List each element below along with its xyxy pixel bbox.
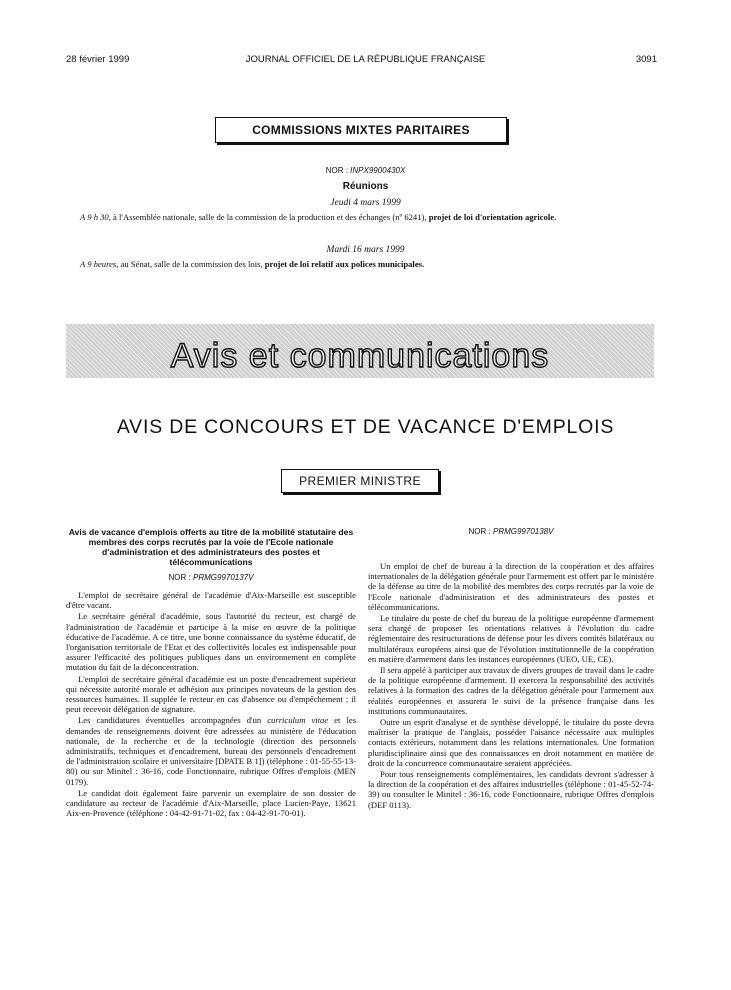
right-paragraph-5: Pour tous renseignements complémentaires, les candidats devront s'adresser à la direction de la coopération et des affaires industrielles (téléphone : 01-45-52-74-39) ou consulter le Minitel : 36-16, code Fonctionnaire, rubrique Offres d'emplois (DEF 0113). [368,769,654,810]
banner-title: Avis et communications [170,336,550,375]
left-paragraph-5: Le candidat doit également faire parvenir un exemplaire de son dossier de candidature au recteur de l'académie d'Aix-Marseille, place Lucien-Paye, 13621 Aix-en-Provence (téléphone : 04-42-91-71-02, fax : 04-42-91-70-01). [66,787,356,819]
right-paragraph-2: Le titulaire du poste de chef du bureau de la politique européenne d'armement sera chargé de proposer les orientations relatives à l'évolution du cadre réglementaire des restructurations de défense pour les divers comités bilatéraux ou multilatéraux européens ainsi que de l'évolution institutionnelle de la coopération en matière d'armement dans les instances européennes (UEO, UE, CE). [368,613,654,664]
left-notice-title: Avis de vacance d'emplois offerts au titre de la mobilité statutaire des membres des corps recrutés par la voie de l'Ecole nationale d'administration et des administrateurs des postes et télécommunications [68,527,354,567]
left-paragraph-4 [66,715,356,786]
meeting2-text [66,259,654,269]
meeting1-body: à l'Assemblée nationale, salle de la commission de la production et des échanges (nº 6241), [110,212,429,222]
left-paragraph-3: L'emploi de secrétaire général d'académie est un poste d'encadrement supérieur qui nécessite autorité morale et adhésion aux principes novateurs de la gestion des ressources humaines. Il supplée le recteur en cas d'absence ou d'empêchement ; il peut recevoir délégation de signature. [66,673,356,715]
left-paragraph-1: L'emploi de secrétaire général de l'académie d'Aix-Marseille est susceptible d'être vacant. [66,590,356,611]
meeting1-text [66,212,654,222]
nor-label: NOR : [468,527,491,536]
nor-label: NOR : [325,166,348,175]
header-date: 28 février 1999 [66,54,130,65]
reunions-subtitle: Réunions [342,181,389,192]
header-journal-title: JOURNAL OFFICIEL DE LA RÉPUBLIQUE FRANÇAISE [245,54,486,65]
meeting1-date: Jeudi 4 mars 1999 [330,198,401,208]
meeting2-body: au Sénat, salle de la commission des lois, [118,259,265,269]
header-page-number: 3091 [635,54,657,65]
right-paragraph-1: Un emploi de chef de bureau à la direction de la coopération et des affaires internationales de la délégation générale pour l'armement est offert par le ministère de la défense au titre de la mobilité des membres des corps recrutés par la voie de l'Ecole nationale d'administration et des administrateurs des postes et télécommunications. [368,561,654,612]
avis-banner [66,324,654,378]
meeting2-date: Mardi 16 mars 1999 [326,245,405,255]
left-p4-start: Les candidatures éventuelles accompagnées d'un [78,715,268,726]
nor-code: INPX9900430X [350,166,406,175]
right-notice-body [368,561,654,811]
left-paragraph-2: Le secrétaire général d'académie, sous l'autorité du recteur, est chargé de l'administration de l'académie et participe à la mise en œuvre de la politique éducative de l'académie. A ce titre, une bonne connaissance du système éducatif, de l'organisation territoriale de l'Etat et des collectivités locales est indispensable pour assurer l'efficacité des politiques publiques dans un environnement en complète mutation du fait de la déconcentration. [66,611,356,673]
meeting1-bill: projet de loi d'orientation agricole. [428,212,557,222]
meeting1-time: A 9 h 30, [80,212,111,222]
ministry-title: PREMIER MINISTRE [299,474,421,488]
nor-label: NOR : [168,573,191,582]
section-title: AVIS DE CONCOURS ET DE VACANCE D'EMPLOIS [116,416,615,438]
nor-code: PRMG9970137V [192,573,254,582]
nor-code: PRMG9970138V [492,527,554,536]
meeting2-bill: projet de loi relatif aux polices municipales. [264,259,425,269]
left-notice-nor [66,573,356,582]
right-notice-nor [368,527,654,536]
commissions-title: COMMISSIONS MIXTES PARITAIRES [252,123,470,137]
ministry-box [281,469,439,493]
commissions-nor [0,166,731,175]
commissions-title-box [215,117,507,143]
right-paragraph-4: Outre un esprit d'analyse et de synthèse développé, le titulaire du poste devra maîtriser la pratique de l'anglais, posséder l'aisance nécessaire aux multiples contacts extérieurs, notamment dans les relations internationales. Une formation pluridisciplinaire ainsi que des connaissances en droit notamment en matière de droit de la concurrence communautaire seraient appréciées. [368,717,654,768]
meeting2-time: A 9 heures, [80,259,119,269]
left-p4-cv: curriculum vitae [267,715,329,726]
left-p4-end: et les demandes de renseignements doivent être adressées au ministère de l'éducation nationale, de la recherche et de la technologie (direction des personnels administratifs, techniques et d'encadrement, bureau des personnels d'encadrement de l'administration scolaire et universitaire [DPATE B 1]) (téléphone : 01-55-55-13-80) ou sur Minitel : 36-16, code Fonctionnaire, rubrique Offres d'emplois (MEN 0179). [66,715,356,787]
right-paragraph-3: Il sera appelé à participer aux travaux de divers groupes de travail dans le cadre de la politique européenne d'armement. Il exercera la responsabilité des activités relatives à la formation des cadres de la délégation générale pour l'armement aux réalités européennes et assurera le suivi de la présence française dans les institutions communautaires. [368,665,654,716]
left-notice-body [66,590,356,819]
